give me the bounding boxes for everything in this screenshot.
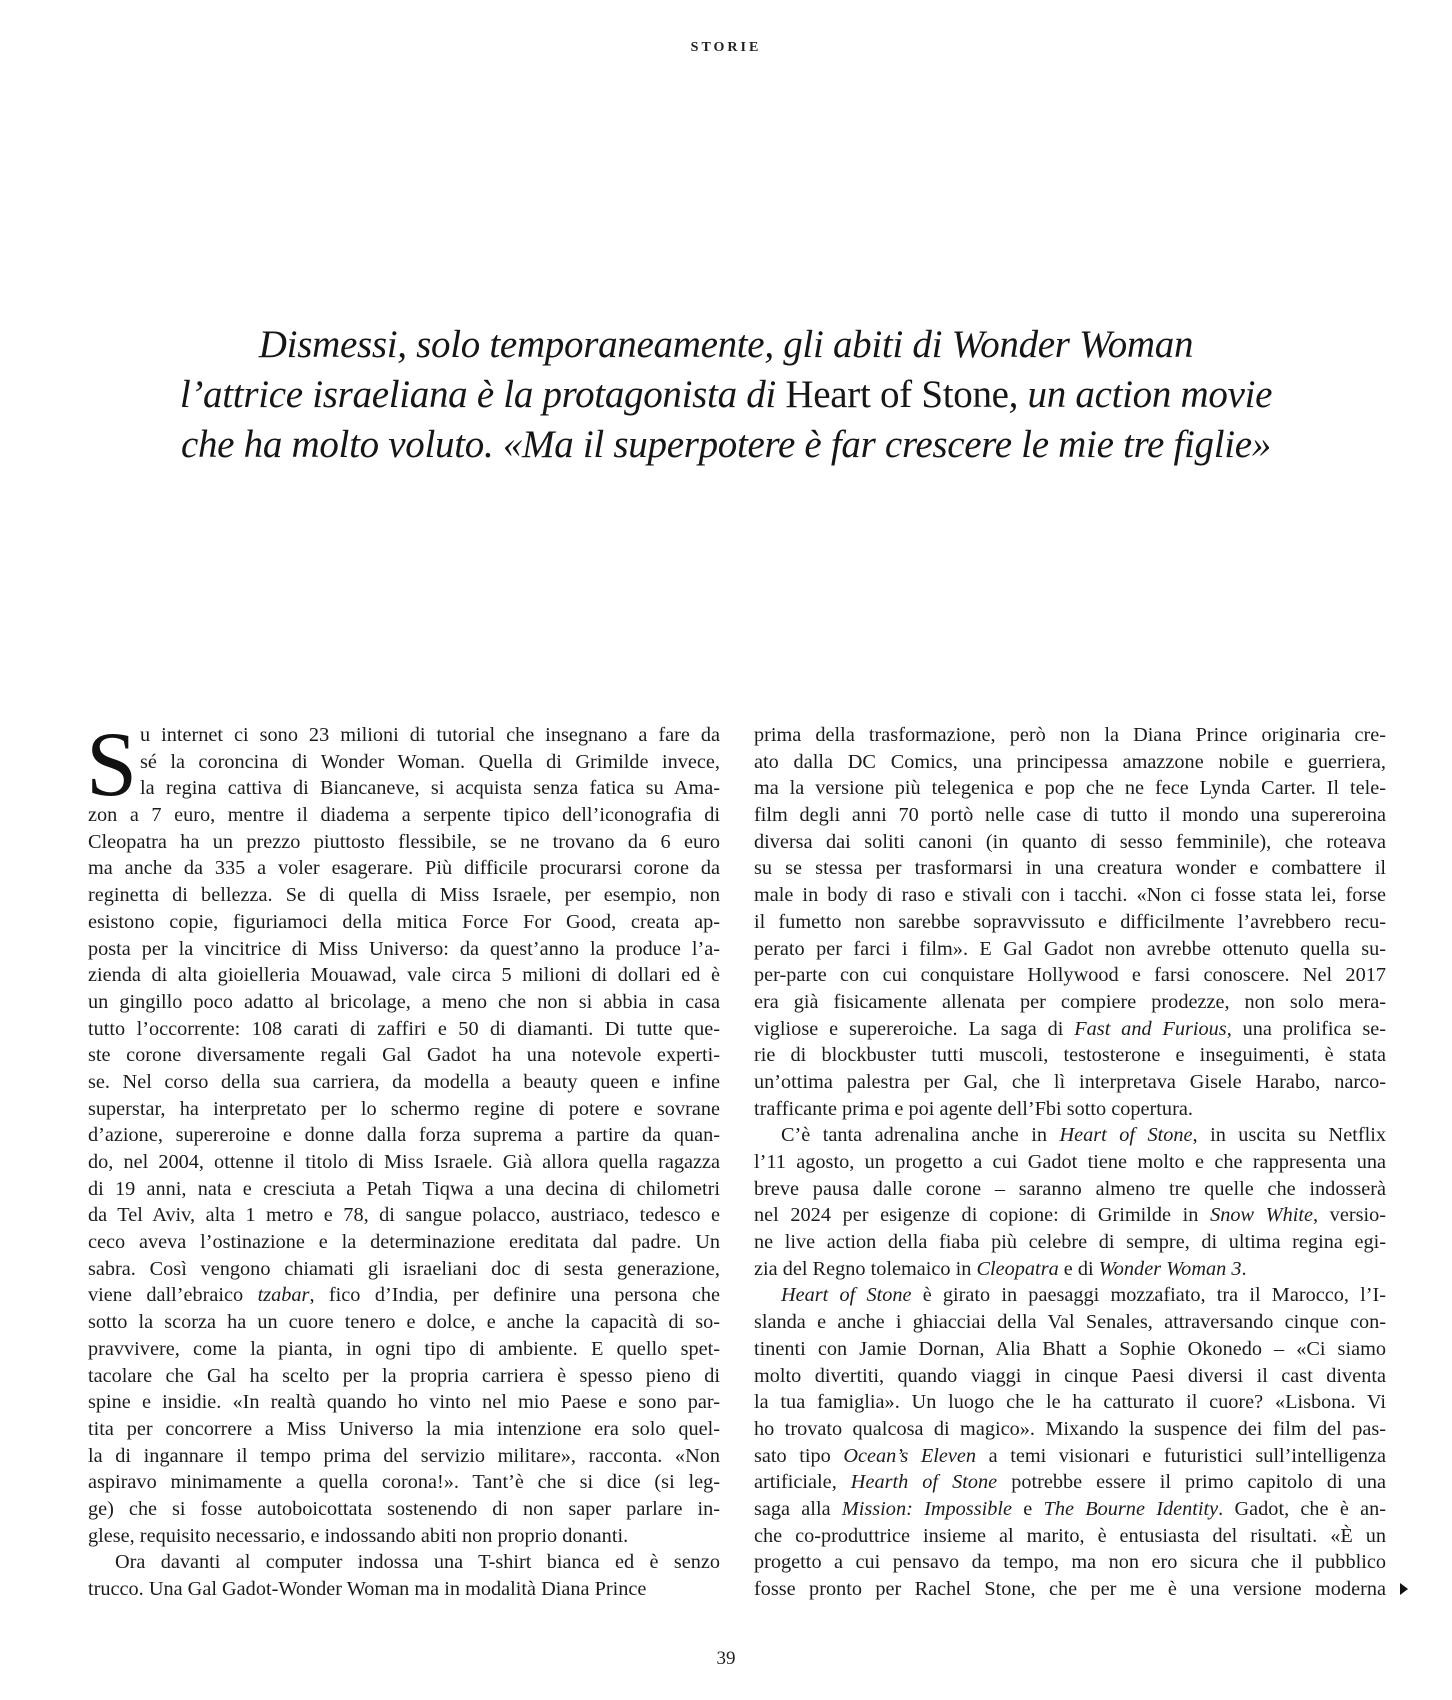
text-run: zon a 7 euro, mentre il diadema a serpente tipico dell’iconografia di — [88, 804, 720, 827]
text-line — [88, 749, 720, 776]
text-run: se. Nel corso della sua carriera, da modella a beauty queen e infine — [88, 1070, 720, 1093]
text-line — [88, 1309, 720, 1336]
text-line — [88, 802, 720, 829]
text-run: un gingillo poco adatto al bricolage, a meno che non si abbia in casa — [88, 990, 720, 1013]
italic-title: Ocean’s Eleven — [843, 1444, 977, 1467]
text-run: esistono copie, figuriamoci della mitica Force For Good, creata ap- — [88, 910, 720, 933]
text-run: la regina cattiva di Biancaneve, si acquista senza fatica su Ama- — [140, 777, 720, 800]
italic-title: Wonder Woman 3 — [1098, 1257, 1242, 1280]
text-line — [754, 1443, 1386, 1470]
text-line — [754, 1469, 1386, 1496]
text-run: posta per la vincitrice di Miss Universo: da quest’anno la produce l’a- — [88, 937, 720, 960]
text-run: viene dall’ebraico — [88, 1284, 258, 1307]
text-line — [754, 1229, 1386, 1256]
text-run: saga alla — [754, 1497, 842, 1520]
text-line — [88, 722, 720, 749]
text-line — [754, 882, 1386, 909]
text-run: la tua famiglia». Un luogo che le ha catturato il cuore? «Lisbona. Vi — [754, 1391, 1386, 1414]
text-line — [88, 829, 720, 856]
text-line — [754, 1149, 1386, 1176]
text-line — [754, 1549, 1386, 1576]
text-line — [88, 1256, 720, 1283]
text-line — [88, 855, 720, 882]
text-run: ceco aveva l’ostinazione e la determinazione ereditata dal padre. Un — [88, 1231, 720, 1254]
text-line — [88, 882, 720, 909]
text-run: era già fisicamente allenata per compiere prodezze, non solo mera- — [754, 990, 1386, 1013]
text-run: aspiravo minimamente a quella corona!». Tant’è che si dice (si leg- — [88, 1471, 720, 1494]
text-run: d’azione, supereroine e donne dalla forza suprema a partire da quan- — [88, 1124, 720, 1147]
text-line — [88, 1443, 720, 1470]
italic-title: Hearth of Stone — [850, 1471, 998, 1494]
text-line — [754, 1042, 1386, 1069]
text-line — [754, 1496, 1386, 1523]
text-line — [88, 1336, 720, 1363]
text-line — [754, 909, 1386, 936]
text-run: sabra. Così vengono chiamati gli israeliani doc di sesta generazione, — [88, 1257, 720, 1280]
text-line — [88, 1096, 720, 1123]
text-line — [88, 1149, 720, 1176]
text-line — [754, 749, 1386, 776]
text-run: superstar, ha interpretato per lo schermo regine di potere e sovrane — [88, 1097, 720, 1120]
text-line — [754, 775, 1386, 802]
text-run: Cleopatra ha un prezzo piuttosto flessibile, se ne trovano da 6 euro — [88, 830, 720, 853]
article-column-right — [754, 722, 1386, 1603]
text-run: potrebbe essere il primo capitolo di una — [997, 1471, 1386, 1494]
text-run: per-parte con cui conquistare Hollywood e farsi conoscere. Nel 2017 — [754, 964, 1386, 987]
text-run: ne live action della fiaba più celebre di sempre, di ultima regina egi- — [754, 1231, 1386, 1254]
text-line — [754, 1122, 1386, 1149]
text-line — [754, 802, 1386, 829]
text-run: a temi visionari e futuristici sull’intelligenza — [976, 1444, 1386, 1467]
text-run: slanda e anche i ghiacciai della Val Senales, attraversando cinque con- — [754, 1311, 1386, 1334]
text-run: , versio- — [1312, 1204, 1387, 1227]
text-run: spine e insidie. «In realtà quando ho vinto nel mio Paese e sono par- — [88, 1391, 720, 1414]
text-run: trafficante prima e poi agente dell’Fbi sotto copertura. — [754, 1097, 1193, 1120]
text-run: che co-produttrice insieme al marito, è entusiasta del risultati. «È un — [754, 1524, 1386, 1547]
text-run: artificiale, — [754, 1471, 851, 1494]
text-run: sotto la scorza ha un cuore tenero e dolce, e anche la capacità di so- — [88, 1311, 720, 1334]
text-line — [754, 1523, 1386, 1550]
text-run: perato per farci i film». E Gal Gadot non avrebbe ottenuto quella su- — [754, 937, 1386, 960]
text-run: tacolare che Gal ha scelto per la propria carriera è spesso pieno di — [88, 1364, 720, 1387]
text-line — [88, 1016, 720, 1043]
text-run: zienda di alta gioielleria Mouawad, vale circa 5 milioni di dollari ed è — [88, 964, 720, 987]
text-line — [88, 1122, 720, 1149]
text-line — [754, 1202, 1386, 1229]
text-run: tita per concorrere a Miss Universo la mia intenzione era solo quel- — [88, 1417, 720, 1440]
text-line — [88, 936, 720, 963]
text-run: tutto l’occorrente: 108 carati di zaffiri e 50 di diamanti. Di tutte que- — [88, 1017, 720, 1040]
text-run: sato tipo — [754, 1444, 844, 1467]
text-run: molto divertiti, quando viaggi in cinque Paesi diversi il cast diventa — [754, 1364, 1386, 1387]
text-run: breve pausa dalle corone – saranno almeno tre quelle che indosserà — [754, 1177, 1386, 1200]
text-run: ato dalla DC Comics, una principessa amazzone nobile e guerriera, — [754, 750, 1386, 773]
standfirst-line-1: Dismessi, solo temporaneamente, gli abiti di Wonder Woman — [258, 323, 1194, 366]
text-run: l’11 agosto, un progetto a cui Gadot tiene molto e che rappresenta una — [754, 1151, 1386, 1173]
text-line — [88, 1576, 720, 1603]
text-line — [88, 1042, 720, 1069]
text-run: di 19 anni, nata e cresciuta a Petah Tiqwa a una decina di chilometri — [88, 1177, 720, 1200]
text-run: un’ottima palestra per Gal, che lì interpretava Gisele Harabo, narco- — [754, 1070, 1386, 1093]
standfirst-line-3: che ha molto voluto. «Ma il superpotere è far crescere le mie tre figlie» — [180, 423, 1272, 466]
text-line — [88, 1389, 720, 1416]
text-run: nel 2024 per esigenze di copione: di Grimilde in — [754, 1204, 1211, 1227]
text-run: prima della trasformazione, però non la Diana Prince originaria cre- — [754, 724, 1386, 746]
text-run: è girato in paesaggi mozzafiato, tra il Marocco, l’I- — [911, 1284, 1387, 1307]
film-title: Heart of Stone — [785, 373, 1009, 416]
text-line — [754, 962, 1386, 989]
text-run: pravvivere, come la pianta, in ogni tipo di ambiente. E quello spet- — [88, 1337, 720, 1360]
text-run: Ora davanti al computer indossa una T-shirt bianca ed è senzo — [115, 1551, 720, 1574]
text-run: C’è tanta adrenalina anche in — [781, 1124, 1060, 1147]
italic-title: Heart of Stone — [781, 1284, 912, 1307]
text-run: trucco. Una Gal Gadot-Wonder Woman ma in modalità Diana Prince — [88, 1578, 647, 1600]
text-line — [88, 1282, 720, 1309]
text-run: e di — [1058, 1257, 1099, 1280]
text-run: e — [1012, 1497, 1044, 1520]
text-run: da Tel Aviv, alta 1 metro e 78, di sangue polacco, austriaco, tedesco e — [88, 1204, 720, 1227]
standfirst-line-2-post: , un action movie — [1008, 373, 1273, 416]
text-line — [88, 1176, 720, 1203]
text-line — [754, 936, 1386, 963]
text-line — [88, 1363, 720, 1390]
text-line — [88, 989, 720, 1016]
text-line — [88, 775, 720, 802]
text-line — [754, 1096, 1386, 1123]
page-number: 39 — [716, 1648, 736, 1669]
text-run: . — [1241, 1257, 1247, 1280]
text-run: reginetta di bellezza. Se di quella di Miss Israele, per esempio, non — [88, 884, 720, 907]
text-run: ho trovato qualcosa di magico». Mixando la suspence dei film del pas- — [754, 1417, 1386, 1440]
text-line — [754, 989, 1386, 1016]
text-line — [88, 1202, 720, 1229]
continue-arrow-icon — [1400, 1583, 1408, 1595]
text-run: tinenti con Jamie Dornan, Alia Bhatt a Sophie Okonedo – «Ci siamo — [754, 1337, 1386, 1360]
text-run: progetto a cui pensavo da tempo, ma non ero sicura che il pubblico — [754, 1551, 1386, 1574]
italic-title: Fast and Furious — [1074, 1017, 1227, 1040]
text-run: glese, requisito necessario, e indossando abiti non proprio donanti. — [88, 1524, 629, 1547]
text-run: , una prolifica se- — [1226, 1017, 1386, 1040]
text-line — [88, 1496, 720, 1523]
text-run: diversa dai soliti canoni (in quanto di sesso femminile), che roteava — [754, 830, 1386, 853]
text-run: do, nel 2004, ottenne il titolo di Miss Israele. Già allora quella ragazza — [88, 1151, 720, 1173]
standfirst — [100, 320, 1352, 470]
section-label: STORIE — [690, 40, 762, 55]
text-line — [754, 722, 1386, 749]
italic-title: Mission: Impossible — [841, 1497, 1012, 1520]
italic-title: tzabar — [257, 1284, 310, 1307]
text-line — [88, 1469, 720, 1496]
article-column-left — [86, 713, 721, 1603]
text-line — [754, 1069, 1386, 1096]
text-line — [88, 909, 720, 936]
text-line — [754, 1309, 1386, 1336]
text-run: vigliose e supereroiche. La saga di — [754, 1017, 1075, 1040]
text-line — [754, 1336, 1386, 1363]
text-run: sé la coroncina di Wonder Woman. Quella di Grimilde invece, — [140, 750, 720, 773]
text-run: , fico d’India, per definire una persona che — [309, 1284, 721, 1307]
text-run: ma la versione più telegenica e pop che ne fece Lynda Carter. Il tele- — [754, 777, 1386, 800]
text-line — [754, 1016, 1386, 1043]
text-run: ma anche da 335 a voler esagerare. Più difficile procurarsi corone da — [88, 857, 720, 880]
text-line — [754, 1282, 1386, 1309]
text-run: fosse pronto per Rachel Stone, che per me è una versione moderna — [754, 1578, 1386, 1600]
standfirst-line-2 — [100, 370, 1352, 420]
text-run: il fumetto non sarebbe sopravvissuto e difficilmente l’avrebbero recu- — [754, 910, 1386, 933]
standfirst-line-2-pre: l’attrice israeliana è la protagonista di — [179, 373, 786, 416]
text-line — [754, 1416, 1386, 1443]
text-line — [754, 1576, 1386, 1603]
text-run: ste corone diversamente regali Gal Gadot ha una notevole experti- — [88, 1044, 720, 1067]
italic-title: Heart of Stone — [1059, 1124, 1193, 1147]
text-line — [754, 1176, 1386, 1203]
italic-title: Cleopatra — [976, 1257, 1059, 1280]
italic-title: Snow White — [1210, 1204, 1313, 1227]
text-run: male in body di raso e stivali con i tacchi. «Non ci fosse stata lei, forse — [754, 884, 1386, 907]
text-run: u internet ci sono 23 milioni di tutorial che insegnano a fare da — [140, 724, 720, 746]
text-run: ge) che si fosse autoboicottata sostenendo di non saper parlare in- — [88, 1497, 720, 1520]
text-run: , in uscita su Netflix — [1192, 1124, 1386, 1147]
text-line — [754, 855, 1386, 882]
text-run: su se stessa per trasformarsi in una creatura wonder e combattere il — [754, 857, 1386, 880]
text-run: . Gadot, che è an- — [1218, 1497, 1387, 1520]
text-line — [754, 1389, 1386, 1416]
text-line — [88, 1416, 720, 1443]
text-run: film degli anni 70 portò nelle case di tutto il mondo una supereroina — [754, 804, 1386, 827]
text-line — [754, 1256, 1386, 1283]
text-run: la di ingannare il tempo prima del servizio militare», racconta. «Non — [88, 1444, 720, 1467]
text-line — [88, 1229, 720, 1256]
text-line — [88, 1523, 720, 1550]
italic-title: The Bourne Identity — [1043, 1497, 1219, 1520]
text-line — [88, 1069, 720, 1096]
text-line — [754, 1363, 1386, 1390]
text-line — [88, 962, 720, 989]
text-run: zia del Regno tolemaico in — [754, 1257, 977, 1280]
text-line — [88, 1549, 720, 1576]
drop-cap: S — [86, 713, 138, 815]
text-line — [754, 829, 1386, 856]
text-run: rie di blockbuster tutti muscoli, testosterone e inseguimenti, è stata — [754, 1044, 1386, 1067]
